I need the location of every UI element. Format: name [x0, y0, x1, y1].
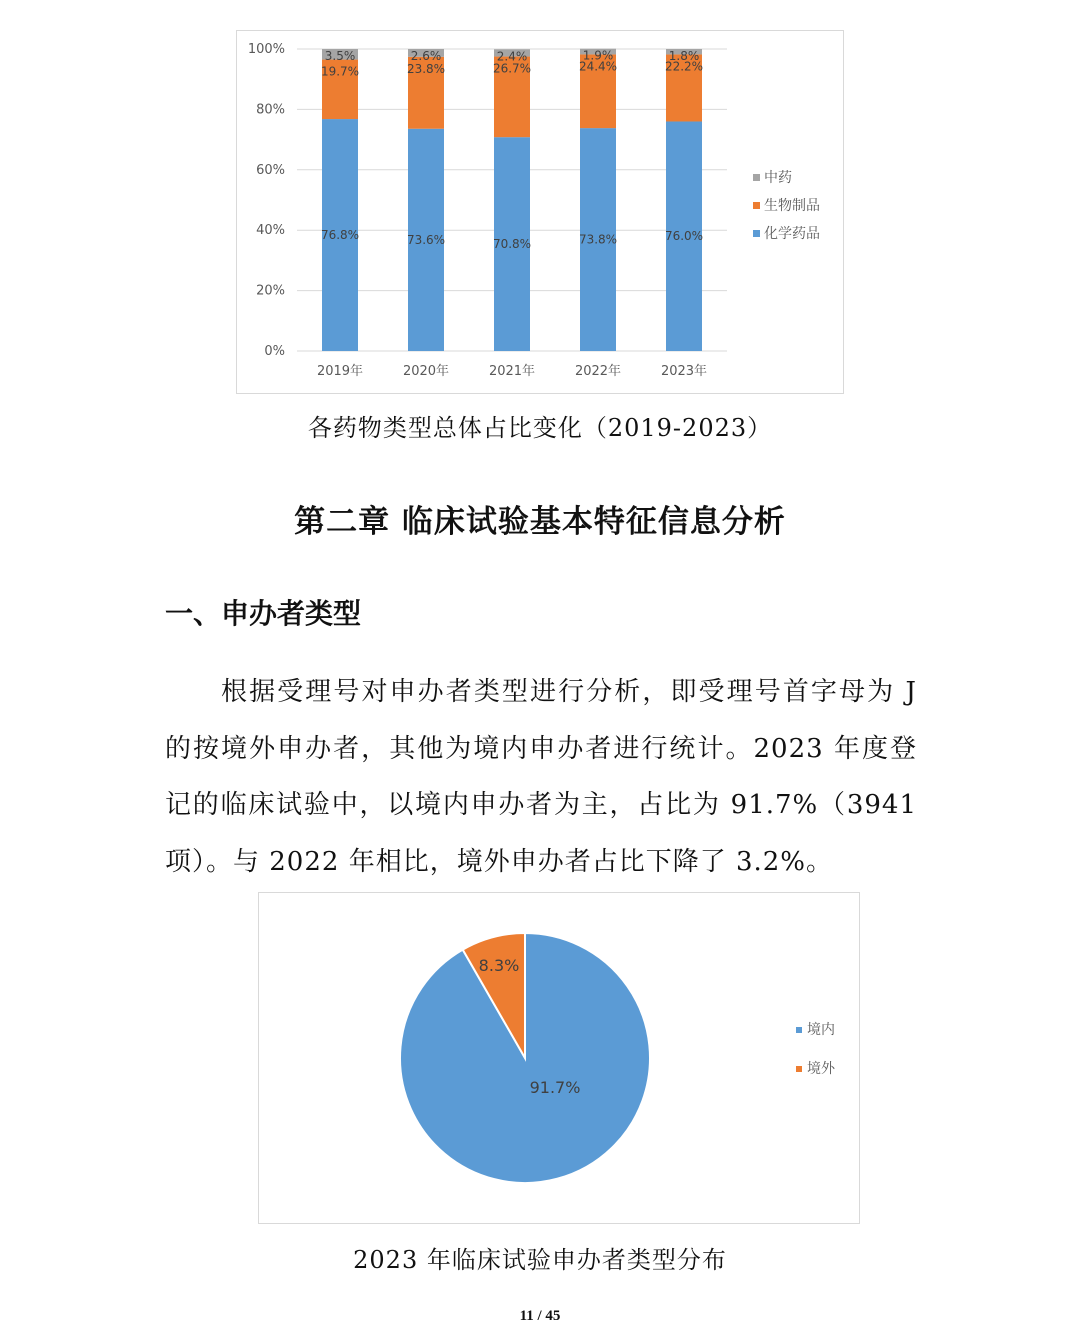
- chapter-title: 第二章 临床试验基本特征信息分析: [294, 504, 786, 540]
- page-number: 11 / 45: [519, 1308, 561, 1324]
- data-label: 2.6%: [410, 49, 442, 63]
- data-label: 23.8%: [406, 61, 446, 76]
- data-label: 1.9%: [582, 48, 614, 63]
- bar-chart-caption: 各药物类型总体占比变化（2019-2023）: [307, 414, 773, 442]
- legend-label: 生物制品: [764, 198, 820, 214]
- data-label: 73.6%: [406, 232, 446, 247]
- pie-chart-caption: 2023 年临床试验申办者类型分布: [353, 1246, 727, 1274]
- data-label: 24.4%: [578, 59, 618, 74]
- body-paragraph: 根据受理号对申办者类型进行分析，即受理号首字母为 J 的按境外申办者，其他为境内申办者进行统计。2023 年度登记的临床试验中，以境内申办者为主，占比为 91.7%（3941 项）。与 2022 年相比，境外申办者占比下降了 3.2%。: [165, 677, 917, 877]
- y-tick-label: 20%: [256, 283, 285, 299]
- drug-type-stacked-bar-chart: [236, 30, 844, 394]
- x-tick-label: 2019年: [316, 364, 364, 379]
- y-tick-label: 40%: [256, 223, 285, 239]
- data-label: 73.8%: [578, 232, 618, 247]
- pie-data-label: 91.7%: [529, 1078, 581, 1097]
- legend-swatch: [796, 1066, 802, 1072]
- bar-chart-svg: [237, 31, 843, 393]
- x-tick-label: 2023年: [660, 364, 708, 379]
- data-label: 22.2%: [664, 59, 704, 74]
- data-label: 26.7%: [492, 61, 532, 76]
- legend-swatch: [753, 202, 760, 209]
- y-tick-label: 0%: [264, 344, 285, 359]
- data-label: 2.4%: [496, 49, 528, 64]
- legend-swatch: [753, 174, 760, 181]
- data-label: 1.8%: [668, 49, 700, 63]
- data-label: 70.8%: [492, 237, 532, 252]
- legend-swatch: [753, 230, 760, 237]
- sponsor-type-pie-chart: [258, 892, 860, 1224]
- data-label: 76.8%: [320, 228, 360, 243]
- x-tick-label: 2022年: [574, 364, 622, 379]
- data-label: 19.7%: [320, 64, 360, 79]
- legend-label: 中药: [764, 170, 792, 186]
- pie-data-label: 8.3%: [478, 956, 520, 975]
- pie-chart-svg: [259, 893, 859, 1223]
- y-tick-label: 60%: [256, 162, 285, 178]
- legend-label: 化学药品: [764, 226, 820, 242]
- legend-label: 境外: [807, 1061, 835, 1077]
- y-tick-label: 100%: [247, 42, 285, 57]
- x-tick-label: 2020年: [402, 364, 450, 379]
- legend-label: 境内: [807, 1022, 835, 1038]
- x-tick-label: 2021年: [488, 364, 536, 379]
- legend-swatch: [796, 1027, 802, 1033]
- data-label: 3.5%: [324, 49, 356, 63]
- y-tick-label: 80%: [256, 102, 285, 118]
- data-label: 76.0%: [664, 229, 704, 244]
- section-title: 一、申办者类型: [165, 597, 362, 630]
